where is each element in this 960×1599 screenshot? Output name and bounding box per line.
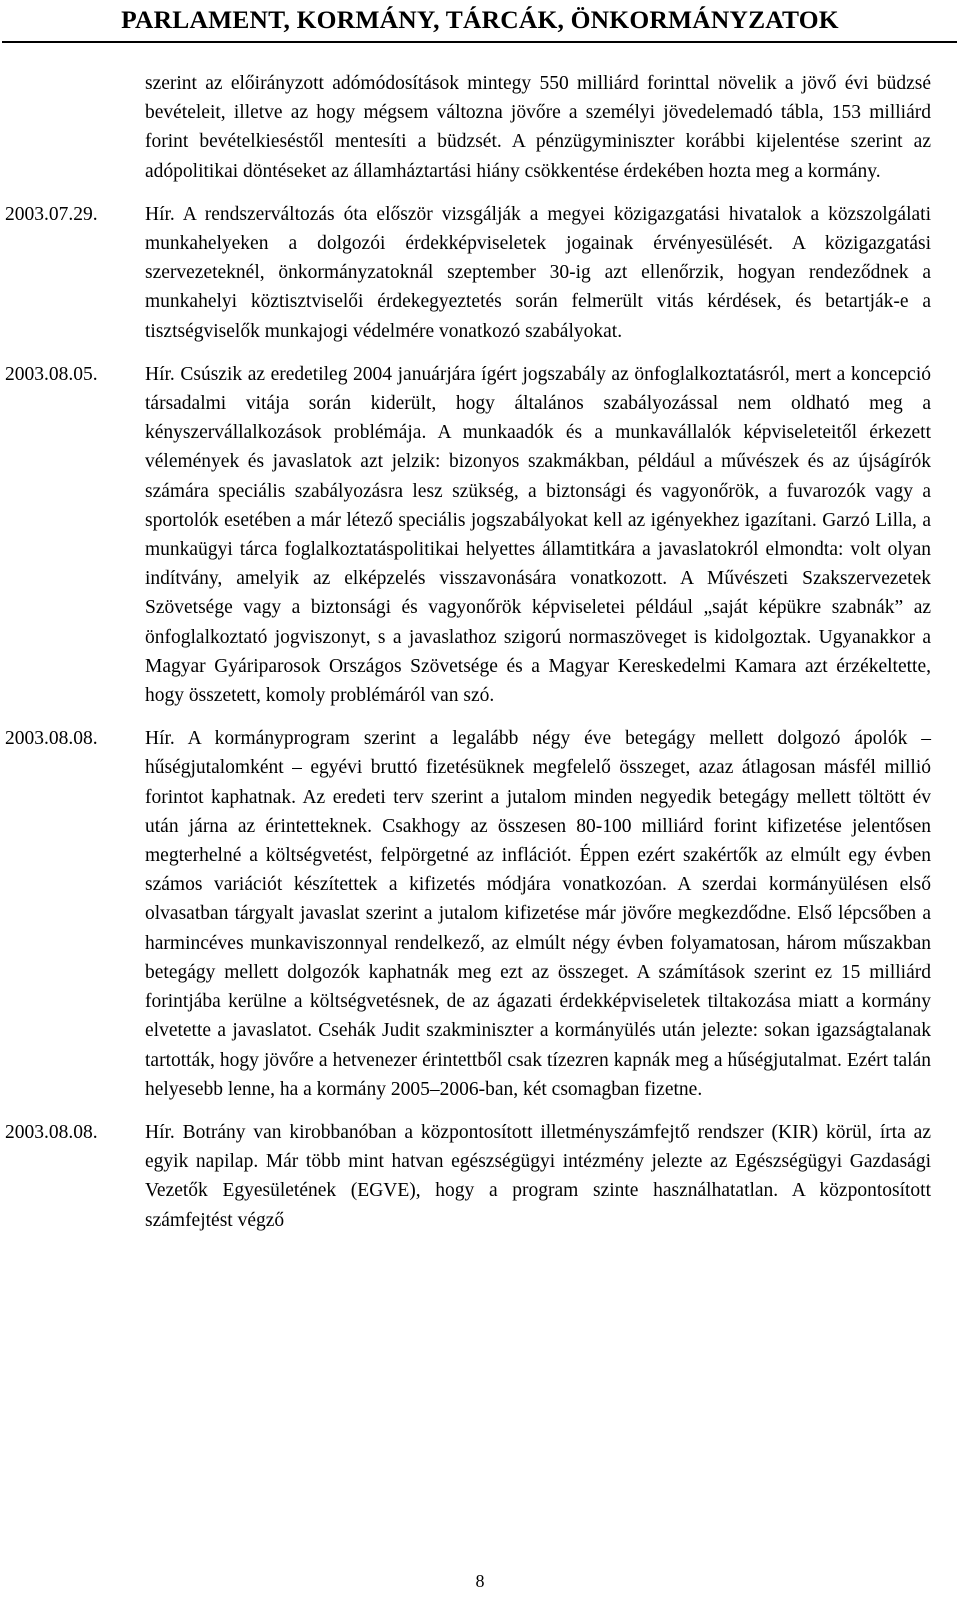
- continuation-paragraph: szerint az előirányzott adómódosítások mintegy 550 milliárd forinttal növelik a jövő évi büdzsé bevételeit, illetve az hogy mégsem változna jövőre a személyi jövedelemadó tábla, 153 milliárd forint bevételkieséstől mentesíti a büdzsét. A pénzügyminiszter korábbi kijelentése szerint az adópolitikai döntéseket az államháztartási hiány csökkentése érdekében hozta meg a kormány.: [145, 73, 931, 182]
- entry-date: 2003.08.05.: [5, 363, 98, 385]
- entry-text: Hír. Botrány van kirobbanóban a központosított illetményszámfejtő rendszer (KIR) körül, írta az egyik napilap. Már több mint hatvan egészségügyi intézmény jelezte az Egészségügyi Gazdasági Vezetők Egyesületének (EGVE), hogy a program szinte használhatatlan. A központosított számfejtést végző: [145, 1121, 931, 1231]
- document-body: [0, 69, 960, 1235]
- header-rule: [2, 41, 957, 43]
- news-entry: [0, 200, 960, 346]
- entry-text: Hír. A kormányprogram szerint a legalább négy éve betegágy mellett dolgozó ápolók – hűségjutalomként – egyévi bruttó fizetésüknek megfelelő összeget, azaz átlagosan másfél millió forintot kaphatnak. Az eredeti terv szerint a jutalom minden negyedik betegágy mellett töltött év után járna az érintetteknek. Csakhogy az összesen 80-100 milliárd forint kifizetése jelentősen megterhelné a költségvetést, felpörgetné az inflációt. Éppen ezért szakértők az elmúlt egy évben számos variációt készítettek a kifizetés módjára vonatkozóan. A szerdai kormányülésen első olvasatban tárgyalt javaslat szerint a jutalom kifizetése már jövőre megkezdődne. Első lépcsőben a harmincéves munkaviszonnyal rendelkező, az elmúlt négy évben folyamatosan, három műszakban betegágy mellett dolgozók kaphatnák meg ezt az összeget. A számítások szerint ez 15 milliárd forintjába kerülne a költségvetésnek, de az ágazati érdekképviseletek tiltakozása miatt a kormány elvetette a javaslatot. Csehák Judit szakminiszter a kormányülés után jelezte: sokan igazságtalanak tartották, hogy jövőre a hetvenezer érintettből csak tízezren kapnák meg a hűségjutalmat. Ezért talán helyesebb lenne, ha a kormány 2005–2006-ban, két csomagban fizetne.: [145, 728, 931, 1100]
- entry-date: 2003.08.08.: [5, 1121, 98, 1143]
- entry-text: Hír. A rendszerváltozás óta először vizsgálják a megyei közigazgatási hivatalok a közszolgálati munkahelyeken a dolgozói érdekképviseletek jogainak érvényesülését. A közigazgatási szervezeteknél, önkormányzatoknál szeptember 30-ig azt ellenőrzik, hogyan rendeződnek a munkahelyi köztisztviselői érdekegyeztetés során felmerült vitás kérdések, és betartják-e a tisztségviselők munkajogi védelmére vonatkozó szabályokat.: [145, 203, 931, 342]
- page-number: 8: [475, 1571, 485, 1591]
- news-entry: [0, 724, 960, 1104]
- entry-text: Hír. Csúszik az eredetileg 2004 januárjára ígért jogszabály az önfoglalkoztatásról, mert a koncepció társadalmi vitája során kiderült, hogy általános szabályozással nem oldható meg a kényszervállalkozások problémája. A munkaadók és a munkavállalók képviseleteitől érkezett vélemények és javaslatok azt jelzik: bizonyos szakmákban, például a művészek és az újságírók számára speciális szabályozásra lesz szükség, a biztonsági és vagyonőrök, a fuvarozók vagy a sportolók esetében a már létező speciális jogszabályokat kell az igényekhez igazítani. Garzó Lilla, a munkaügyi tárca foglalkoztatáspolitikai helyettes államtitkára a javaslatokról elmondta: volt olyan indítvány, amelyik az elképzelés visszavonására vonatkozott. A Művészeti Szakszervezetek Szövetsége vagy a biztonsági és vagyonőrök képviseletei például „saját képükre szabnák” az önfoglalkoztató jogviszonyt, s a javaslathoz szigorú normaszöveget is kidolgoztak. Ugyanakkor a Magyar Gyáriparosok Országos Szövetsége és a Magyar Kereskedelmi Kamara azt érzékeltette, hogy összetett, komoly problémáról van szó.: [145, 363, 931, 707]
- entry-date: 2003.08.08.: [5, 728, 98, 750]
- entry-date: 2003.07.29.: [5, 203, 98, 225]
- running-header: PARLAMENT, KORMÁNY, TÁRCÁK, ÖNKORMÁNYZATOK: [121, 5, 839, 34]
- news-entry: [0, 360, 960, 710]
- news-entry: [0, 1118, 960, 1235]
